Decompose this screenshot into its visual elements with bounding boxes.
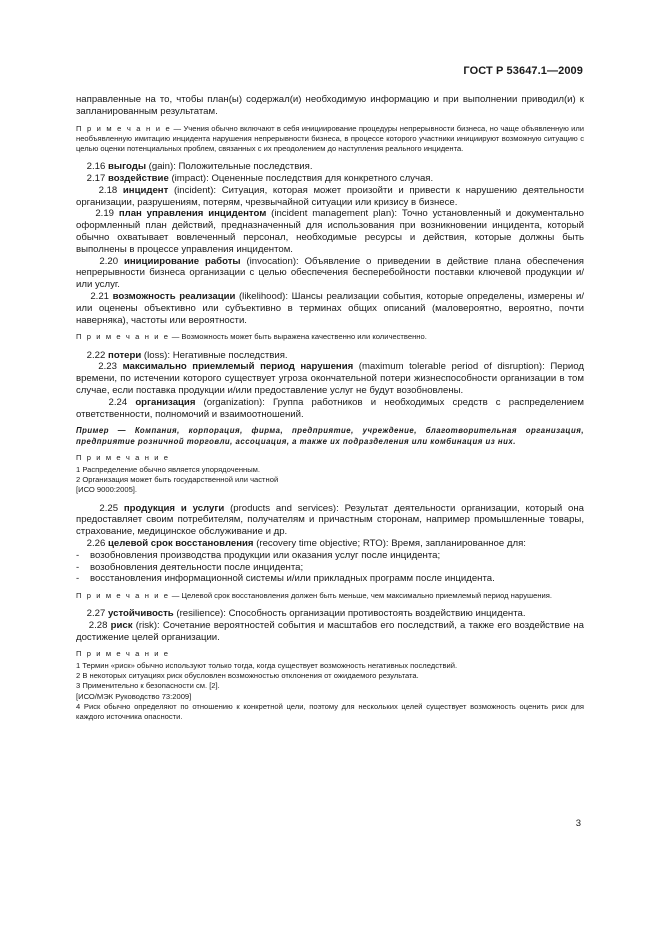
note-likelihood [76,332,584,342]
document-id: ГОСТ Р 53647.1—2009 [463,65,583,77]
note-item: 4 Риск обычно определяют по отношению к конкретной цели, поэтому для нескольких целей существует возможность оценить риск для каждого источника опасности. [76,701,584,721]
term-number: 2.16 [86,161,106,173]
note-label: П р и м е ч а н и е [76,591,170,601]
list-item: - возобновления деятельности после инцидента; [76,562,584,574]
term-name: максимально приемлемый период нарушения [122,361,354,373]
note-item: 3 Применительно к безопасности см. [2]. [76,681,220,691]
term-2-28 [76,620,584,644]
term-2-24 [76,397,584,421]
rto-list [76,550,584,585]
note-item: [ИСО/МЭК Руководство 73:2009] [76,691,192,701]
term-2-27 [76,608,584,620]
term-definition: (products and services): Результат деятельности организации, который она предоставляет своим потребителям, получателям и причастным сторонам, например промышленные товары, страхование, медицинское обслуживание и др. [76,502,585,538]
term-number: 2.23 [98,361,117,373]
note-item: 1 Распределение обычно является упорядоченным. [76,464,261,474]
note-item: 2 Организация может быть государственной или частной [76,475,279,485]
term-definition: (organization): Группа работников и необходимых средств с распределением ответственности, полномочий и взаимоотношений. [76,396,584,420]
term-name: риск [110,620,133,632]
note-text: — Учения обычно включают в себя инициирование процедуры непрерывности бизнеса, но чаще объявленную или необъявленную имитацию инцидента нарушения непрерывности бизнеса, в процессе которого участники инициируют возможную ситуацию с целью оценки потенциальных проблем, связанных с их преодолением до наступления реального инцидента. [76,123,585,153]
term-2-21 [76,291,584,326]
term-name: инцидент [122,184,169,196]
document-body [76,94,584,729]
term-definition: (invocation): Объявление о приведении в действие плана обеспечения непрерывности бизнеса организации с целью обеспечения бесперебойности поставки ключевой продукции и/или услуг. [76,255,584,291]
note-item: 2 В некоторых ситуациях риск обусловлен возможностью отклонения от ожидаемого результата. [76,671,419,681]
intro-paragraph: направленные на то, чтобы план(ы) содержал(и) необходимую информацию и при выполнении приводил(и) к запланированным результатам. [76,94,584,117]
term-2-26 [76,538,584,550]
term-name: продукция и услуги [123,502,225,514]
term-definition: (maximum tolerable period of disruption): Период времени, по истечении которого существует угроза окончательной потери жизнеспособности организации в том случае, если поставка продукции и/или предоставление услуг не будут возобновлены. [76,361,585,396]
term-name: устойчивость [108,608,174,620]
term-definition: (resilience): Способность организации противостоять воздействию инцидента. [173,608,526,620]
term-number: 2.20 [99,255,119,267]
term-name: воздействие [108,173,169,184]
note-label: П р и м е ч а н и е [76,452,170,462]
term-number: 2.26 [86,537,106,549]
term-definition: (loss): Негативные последствия. [141,349,288,361]
term-definition: (incident management plan): Точно установленный и документально оформленный план действий, предназначенный для использования при возникновении инцидента, который обычно охватывает вовлеченный персонал, необходимые ресурсы и действия, которые должны быть выполнены в процессе управления инцидентом. [76,208,584,255]
term-name: выгоды [108,161,147,173]
note-text: — Возможность может быть выражена качественно или количественно. [169,332,427,342]
term-number: 2.22 [86,349,106,361]
term-definition: (recovery time objective; RTO): Время, запланированное для: [253,537,526,549]
note-item: [ИСО 9000:2005]. [76,485,138,495]
list-item: - возобновления производства продукции или оказания услуг после инцидента; [76,550,584,562]
page-number: 3 [575,818,581,829]
term-number: 2.19 [95,208,114,220]
term-2-25 [76,503,584,538]
term-definition: (gain): Положительные последствия. [146,161,313,173]
term-number: 2.18 [98,184,118,196]
note-rto [76,591,584,601]
notes-risk [76,649,584,722]
term-definition: (impact): Оцененные последствия для конкретного случая. [168,173,434,184]
term-name: потери [108,349,142,361]
example-organization: Пример — Компания, корпорация, фирма, предприятие, учреждение, благотворительная организация, предприятие розничной торговли, ассоциация, а также их подразделения или комбинация из них. [76,426,584,446]
term-2-19 [76,208,584,255]
note-label: П р и м е ч а н и е [76,332,170,342]
note-item: 1 Термин «риск» обычно используют только тогда, когда существует возможность негативных последствий. [76,660,458,670]
term-2-16 [76,161,584,173]
term-name: организация [135,396,196,408]
term-2-23 [76,361,584,396]
term-name: возможность реализации [112,290,236,302]
term-number: 2.28 [88,620,108,632]
term-number: 2.17 [86,173,106,184]
term-2-18 [76,185,584,209]
note-exercises [76,124,584,155]
term-2-20 [76,256,584,291]
term-number: 2.27 [86,608,106,620]
note-label: П р и м е ч а н и е [76,123,172,133]
note-label: П р и м е ч а н и е [76,648,170,658]
list-item: - восстановления информационной системы и/или прикладных программ после инцидента. [76,573,584,585]
term-number: 2.21 [90,290,110,302]
term-name: инициирование работы [123,255,241,267]
term-number: 2.24 [108,396,128,408]
term-2-17 [76,173,584,185]
term-2-22 [76,350,584,362]
note-text: — Целевой срок восстановления должен быть меньше, чем максимально приемлемый период нарушения. [169,591,553,601]
term-definition: (risk): Сочетание вероятностей события и масштабов его последствий, а также его воздействие на достижение целей организации. [76,620,584,643]
term-definition: (likelihood): Шансы реализации события, которые определены, измерены и/или оценены объективно или субъективно в терминах общих описаний (маловероятно, вероятно, почти наверняка), частоты или вероятности. [76,290,584,326]
term-name: план управления инцидентом [118,208,267,220]
notes-organization [76,453,584,496]
term-definition: (incident): Ситуация, которая может произойти и привести к нарушению деятельности организации, разрушениям, потерям, чрезвычайной ситуации или кризису в бизнесе. [76,184,584,208]
term-name: целевой срок восстановления [108,537,254,549]
term-number: 2.25 [99,502,119,514]
